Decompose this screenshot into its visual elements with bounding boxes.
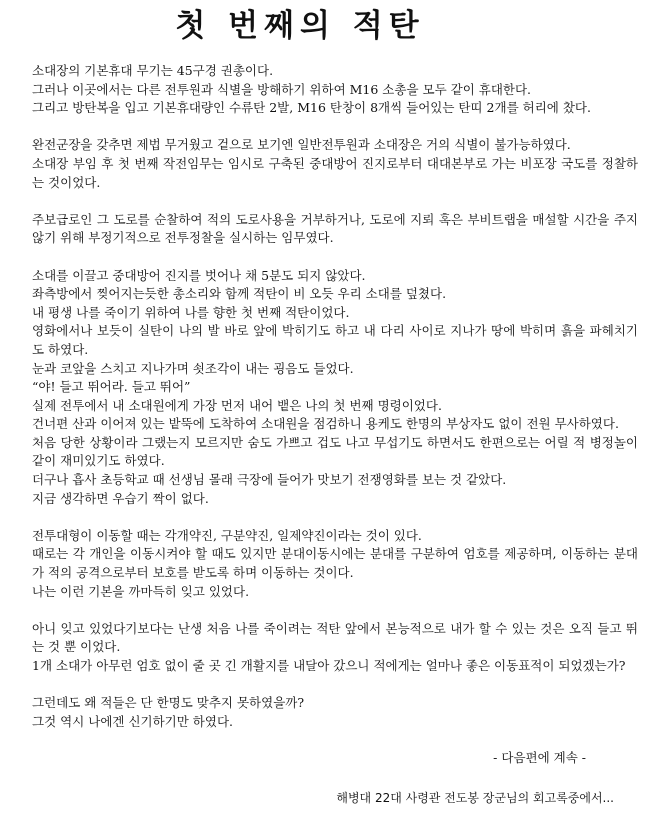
text-line: 그것 역시 나에겐 신기하기만 하였다. (32, 713, 233, 729)
text-line: 더구나 흡사 초등학교 때 선생님 몰래 극장에 들어가 맛보기 전쟁영화를 보는 것 같았다. (32, 472, 507, 488)
text-line: 소대장 부임 후 첫 번째 작전임무는 임시로 구축된 중대방어 진지로부터 대대본부로 가는 비포장 국도를 정찰하는 것이었다. (32, 155, 638, 190)
document-body (32, 62, 638, 750)
text-line: 좌측방에서 찢어지는듯한 총소리와 함께 적탄이 비 오듯 우리 소대를 덮쳤다. (32, 286, 447, 302)
text-line: 주보급로인 그 도로를 순찰하여 적의 도로사용을 거부하거나, 도로에 지뢰 혹은 부비트랩을 매설할 시간을 주지 않기 위해 부정기적으로 전투정찰을 실시하는 임무였다. (32, 211, 638, 246)
text-line: 눈과 코앞을 스치고 지나가며 쇳조각이 내는 굉음도 들었다. (32, 360, 354, 376)
paragraph (32, 267, 638, 509)
text-line: 때로는 각 개인을 이동시켜야 할 때도 있지만 분대이동시에는 분대를 구분하여 엄호를 제공하며, 이동하는 분대가 적의 공격으로부터 보호를 받도록 하며 이동하는 것이다. (32, 546, 638, 581)
paragraph (32, 620, 638, 676)
text-line: 그러나 이곳에서는 다른 전투원과 식별을 방해하기 위하여 M16 소총을 모두 같이 휴대한다. (32, 81, 532, 97)
document-title: 첫 번째의 적탄 (175, 8, 425, 44)
to-be-continued-note: - 다음편에 계속 - (493, 750, 586, 765)
paragraph (32, 62, 638, 118)
source-attribution: 해병대 22대 사령관 전도봉 장군님의 회고록중에서... (336, 791, 614, 805)
text-line: 1개 소대가 아무런 엄호 없이 줄 곳 긴 개활지를 내달아 갔으니 적에게는 얼마나 좋은 이동표적이 되었겠는가? (32, 658, 626, 673)
text-line: 그리고 방탄복을 입고 기본휴대량인 수류탄 2발, M16 탄창이 8개씩 들어있는 탄띠 2개를 허리에 찼다. (32, 100, 591, 116)
paragraph (32, 527, 638, 601)
text-line: 영화에서나 보듯이 실탄이 나의 발 바로 앞에 박히기도 하고 내 다리 사이로 지나가 땅에 박히며 흙을 파헤치기도 하였다. (32, 323, 638, 357)
text-line: 완전군장을 갖추면 제법 무거웠고 겉으로 보기엔 일반전투원과 소대장은 거의 식별이 불가능하였다. (32, 137, 571, 153)
quoted-command: “야! 들고 뛰어라. 들고 뛰어” (32, 379, 191, 395)
text-line: 실제 전투에서 내 소대원에게 가장 먼저 내어 뱉은 나의 첫 번째 명령이었다. (32, 397, 442, 413)
text-line: 나는 이런 기본을 까마득히 잊고 있었다. (32, 583, 250, 599)
text-line: 지금 생각하면 우습기 짝이 없다. (32, 490, 209, 506)
text-line: 내 평생 나를 죽이기 위하여 나를 향한 첫 번째 적탄이었다. (32, 304, 350, 320)
paragraph (32, 211, 638, 248)
text-line: 전투대형이 이동할 때는 각개약진, 구분약진, 일제약진이라는 것이 있다. (32, 527, 422, 543)
paragraph (32, 694, 638, 731)
text-line: 아니 잊고 있었다기보다는 난생 처음 나를 죽이려는 적탄 앞에서 본능적으로 내가 할 수 있는 것은 오직 들고 뛰는 것 뿐 이었다. (32, 620, 638, 655)
text-line: 처음 당한 상황이라 그랬는지 모르지만 숨도 가쁘고 겁도 나고 무섭기도 하면서도 한편으로는 어릴 적 병정놀이 같이 재미있기도 하였다. (32, 434, 638, 469)
text-line: 소대를 이끌고 중대방어 진지를 벗어나 채 5분도 되지 않았다. (32, 267, 366, 283)
text-line: 그런데도 왜 적들은 단 한명도 맞추지 못하였을까? (32, 695, 305, 711)
text-line: 건너편 산과 이어져 있는 밭뚝에 도착하여 소대원을 점검하니 용케도 한명의 부상자도 없이 전원 무사하였다. (32, 416, 619, 432)
paragraph (32, 136, 638, 192)
text-line: 소대장의 기본휴대 무기는 45구경 권총이다. (32, 63, 274, 78)
